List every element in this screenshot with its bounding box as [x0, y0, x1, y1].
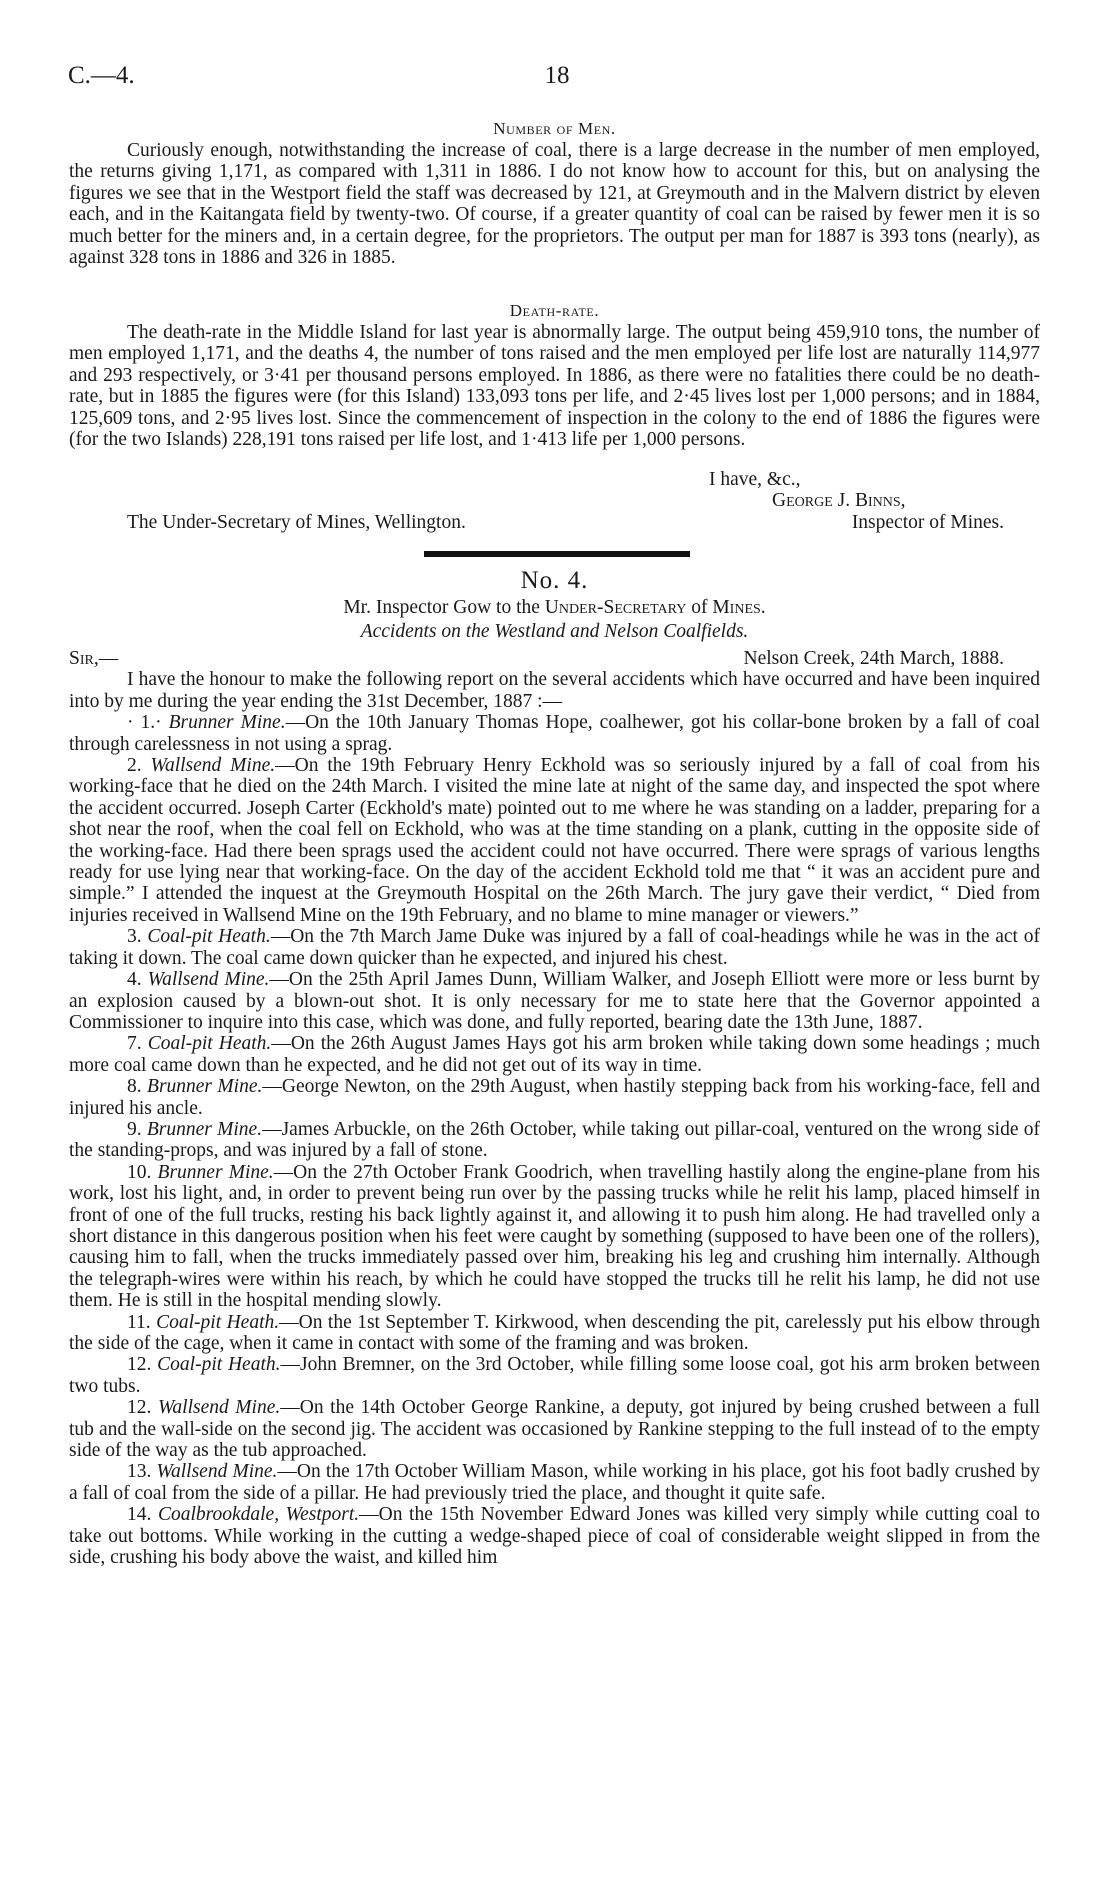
- section-number-of-men: [69, 118, 1040, 268]
- item-text: —On the 26th August James Hays got his arm broken while taking down some headings ; much more coal came down than he expected, and he did not get out of its way in time.: [69, 1033, 1040, 1076]
- subtitle-text: Accidents on the Westland and Nelson Coalfields.: [360, 621, 749, 642]
- item-text: —On the 10th January Thomas Hope, coalhewer, got his collar-bone broken by a fall of coal through carelessness in not using a sprag.: [69, 712, 1041, 755]
- signature-block: [69, 469, 1040, 533]
- item-text: —On the 7th March Jame Duke was injured by a fall of coal-headings while he was in the act of taking it down. The coal came down quicker than he expected, and injured his chest.: [69, 926, 1040, 969]
- paragraph: Curiously enough, notwithstanding the increase of coal, there is a large decrease in the number of men employed, the returns giving 1,171, as compared with 1,311 in 1886. I do not know how to account for this, but on analysing the figures we see that in the Westport field the staff was decreased by 121, at Greymouth and in the Malvern district by eleven each, and in the Kaitangata field by twenty-two. Of course, if a greater quantity of coal can be raised by fewer men it is so much better for the miners and, in a certain degree, for the proprietors. The output per man for 1887 is 393 tons (nearly), as against 328 tons in 1886 and 326 in 1885.: [69, 140, 1040, 269]
- closing: I have, &c.,: [709, 469, 801, 490]
- item-text: —On the 27th October Frank Goodrich, when travelling hastily along the engine-plane from his work, lost his light, and, in order to prevent being run over by the passing trucks while he relit his lamp, placed himself in front of one of the full trucks, resting his back lightly against it, and allowing it to push him along. He had travelled only a short distance in this dangerous position when his feet were caught by something (supposed to have been one of the rollers), causing him to fall, when the trucks immediately passed over him, breaking his leg and crushing him internally. Although the telegraph-wires were within his reach, by which he could have stopped the trucks till he relit his lamp, he did not use them. He is still in the hospital mending slowly.: [69, 1161, 1040, 1312]
- item-text: —On the 19th February Henry Eckhold was so seriously injured by a fall of coal from his working-face that he died on the 24th March. I visited the mine late at night of the same day, and inspected the spot where the accident occurred. Joseph Carter (Eckhold's mate) pointed out to me where he was standing on a ladder, preparing for a shot near the roof, when the coal fell on Eckhold, who was at the time standing on a plank, cutting in the opposite side of the working-face. Had there been sprags used the accident could not have occurred. There were sprags of various lengths ready for use lying near that working-face. On the day of the accident Eckhold told me that “ it was an accident pure and simple.” I attended the inquest at the Greymouth Hospital on the 26th March. The jury gave their verdict, “ Died from injuries received in Wallsend Mine on the 19th February, and no blame to mine manager or viewers.”: [69, 755, 1040, 926]
- accident-item: [69, 969, 1040, 1033]
- item-number: 8.: [127, 1076, 142, 1098]
- addressee: The Under-Secretary of Mines, Wellington.: [127, 511, 466, 533]
- title-of: of: [686, 597, 713, 618]
- item-place: Coalbrookdale, Westport.: [157, 1504, 360, 1526]
- item-number: 12.: [127, 1354, 152, 1376]
- item-place: Brunner Mine.: [168, 712, 286, 734]
- title-mines: Mines: [712, 597, 761, 618]
- item-place: Wallsend Mine.: [150, 755, 276, 777]
- item-text: —James Arbuckle, on the 26th October, while taking out pillar-coal, ventured on the wrong side of the standing-props, and was injured by a fall of stone.: [69, 1118, 1041, 1162]
- accident-item: [69, 1076, 1040, 1119]
- page-number: 18: [544, 62, 570, 89]
- accident-item: [69, 1119, 1040, 1162]
- item-text: —On the 1st September T. Kirkwood, when descending the pit, carelessly put his elbow through the side of the cage, when it came in contact with some of the framing and was broken.: [69, 1311, 1040, 1354]
- item-place: Wallsend Mine.: [156, 1461, 278, 1483]
- item-number: 7.: [127, 1033, 142, 1055]
- salutation-row: [69, 648, 1040, 669]
- title-addressee: Under-Secretary: [544, 597, 687, 618]
- accident-item: [69, 1397, 1040, 1461]
- accident-item: [69, 1461, 1040, 1504]
- item-text: —John Bremner, on the 3rd October, while filling some loose coal, got his arm broken between two tubs.: [69, 1354, 1040, 1397]
- item-number: 3.: [127, 926, 142, 948]
- item-number: 2.: [127, 755, 142, 777]
- item-number: 12.: [127, 1397, 152, 1419]
- item-place: Coal-pit Heath.: [147, 926, 271, 948]
- intro-paragraph: I have the honour to make the following report on the several accidents which have occurred and have been inquired into by me during the year ending the 31st December, 1887 :—: [69, 669, 1040, 712]
- salutation: Sir,—: [69, 648, 119, 669]
- item-number: 9.: [127, 1118, 142, 1140]
- item-text: —On the 17th October William Mason, while working in his place, got his foot badly crushed by a fall of coal from the side of a pillar. He had previously tried the place, and thought it quite safe.: [69, 1461, 1041, 1504]
- accident-item: [69, 712, 1040, 755]
- title-prefix: Mr. Inspector Gow to the: [343, 597, 545, 618]
- title-end: .: [760, 597, 766, 618]
- item-number: 4.: [127, 969, 142, 991]
- accident-item: [69, 1312, 1040, 1355]
- accident-item: [69, 755, 1040, 926]
- place-date: Nelson Creek, 24th March, 1888.: [743, 648, 1004, 669]
- accident-item: [69, 926, 1040, 969]
- item-place: Coal-pit Heath.: [147, 1033, 272, 1055]
- accident-item: [69, 1354, 1040, 1397]
- item-place: Coal-pit Heath.: [156, 1311, 280, 1333]
- item-number: 10.: [127, 1161, 152, 1183]
- item-place: Brunner Mine.: [146, 1118, 263, 1140]
- accident-list: [69, 712, 1040, 1568]
- item-place: Coal-pit Heath.: [157, 1354, 281, 1376]
- item-text: —On the 25th April James Dunn, William Walker, and Joseph Elliott were more or less burnt by an explosion caused by a blown-out shot. It is only necessary for me to state here that the Governor appointed a Commissioner to inquire into this case, which was done, and fully reported, bearing date the 13th June, 1887.: [69, 969, 1040, 1033]
- item-text: —George Newton, on the 29th August, when hastily stepping back from his working-face, fell and injured his ancle.: [69, 1076, 1040, 1119]
- signatory-title: Inspector of Mines.: [851, 511, 1004, 533]
- signatory-name: George J. Binns,: [772, 490, 906, 512]
- letter-subtitle: [69, 620, 1040, 644]
- item-number: · 1.·: [127, 712, 162, 734]
- item-number: 11.: [127, 1311, 151, 1333]
- item-place: Brunner Mine.: [147, 1076, 263, 1098]
- letter-no-4: [69, 566, 1040, 1568]
- item-place: Wallsend Mine.: [147, 969, 270, 991]
- section-death-rate: [69, 300, 1040, 450]
- accident-item: [69, 1504, 1040, 1568]
- section-divider: [424, 551, 690, 557]
- item-text: —On the 14th October George Rankine, a deputy, got injured by being crushed between a full tub and the wall-side on the second jig. The accident was occasioned by Rankine stepping to the full instead of to the empty side of the way as the tub approached.: [69, 1397, 1040, 1462]
- item-number: 14.: [127, 1504, 152, 1526]
- letter-title: [69, 596, 1040, 620]
- item-number: 13.: [127, 1461, 152, 1483]
- letter-number: No. 4.: [520, 567, 589, 594]
- document-code: C.—4.: [68, 62, 135, 89]
- item-place: Wallsend Mine.: [157, 1397, 281, 1419]
- accident-item: [69, 1162, 1040, 1312]
- section-heading: Number of Men.: [493, 119, 616, 138]
- accident-item: [69, 1033, 1040, 1076]
- paragraph: The death-rate in the Middle Island for last year is abnormally large. The output being 459,910 tons, the number of men employed 1,171, and the deaths 4, the number of tons raised and the men employed per life lost are naturally 114,977 and 293 respectively, or 3·41 per thousand persons employed. In 1886, as there were no fatalities there could be no death-rate, but in 1885 the figures were (for this Island) 133,093 tons per life, and 2·45 lives lost per 1,000 persons; and in 1884, 125,609 tons, and 2·95 lives lost. Since the commencement of inspection in the colony to the end of 1886 the figures were (for the two Islands) 228,191 tons raised per life lost, and 1·413 life per 1,000 persons.: [69, 322, 1040, 451]
- item-place: Brunner Mine.: [157, 1161, 274, 1183]
- item-text: —On the 15th November Edward Jones was killed very simply while cutting coal to take out bottoms. While working in the cutting a wedge-shaped piece of coal of considerable weight slipped in from the side, crushing his body above the waist, and killed him: [69, 1504, 1041, 1569]
- section-heading: Death-rate.: [509, 301, 600, 320]
